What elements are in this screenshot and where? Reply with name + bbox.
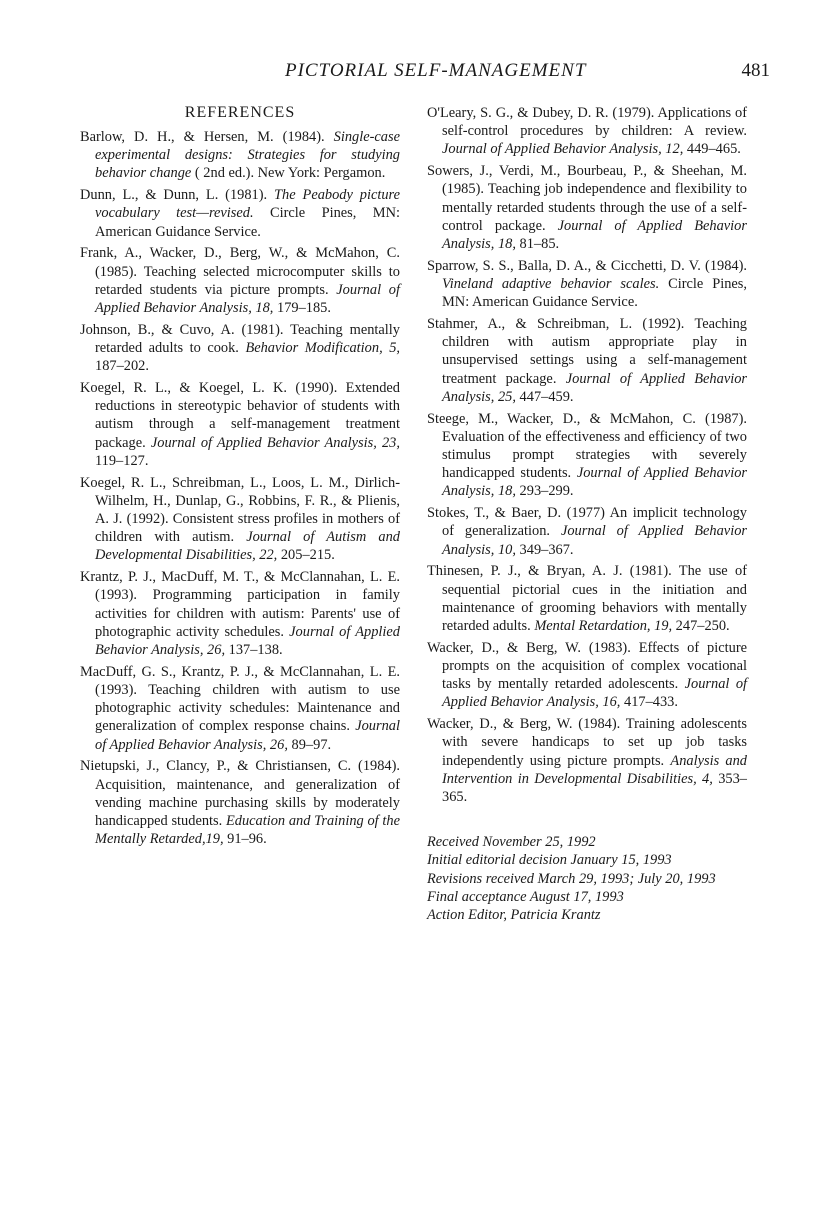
reference-pages: 81–85. [515, 236, 560, 253]
reference-text: Thinesen, P. J., & Bryan, A. J. (1981). The use of sequential pictorial cues in the initiation and maintenance of grooming behaviors with mentally retarded adults. [427, 563, 747, 635]
history-action-editor: Action Editor, Patricia Krantz [427, 907, 601, 924]
reference-text: Nietupski, J., Clancy, P., & Christiansen, C. (1984). Acquisition, maintenance, and generalization of vending machine purchasing skills by moderately handicapped students. [80, 758, 400, 830]
reference-text: Barlow, D. H., & Hersen, M. (1984). [80, 129, 334, 145]
reference-text: Sparrow, S. S., Balla, D. A., & Cicchetti, D. V. (1984). [427, 257, 747, 274]
manuscript-history [427, 833, 747, 924]
reference-source: Journal of Applied Behavior Analysis, 26, [95, 623, 400, 659]
history-initial-decision: Initial editorial decision January 15, 1993 [427, 852, 672, 869]
reference-text: Sowers, J., Verdi, M., Bourbeau, P., & Sheehan, M. (1985). Teaching job independence and flexibility to mentally retarded students through the use of a self-control package. [427, 163, 747, 234]
reference-source: Mental Retardation, 19, [534, 618, 673, 635]
reference-entry [427, 639, 747, 712]
reference-source: Journal of Applied Behavior Analysis, 23, [150, 434, 400, 451]
reference-entry [80, 568, 400, 659]
reference-text: Koegel, R. L., Schreibman, L., Loos, L. M., Dirlich-Wilhelm, H., Dunlap, G., Robbins, F. R., & Plienis, A. J. (1992). Consistent stress profiles in mothers of children with autism. [80, 474, 400, 546]
reference-entry [427, 104, 747, 159]
history-final-acceptance: Final acceptance August 17, 1993 [427, 888, 624, 905]
reference-pages: 247–250. [672, 618, 730, 635]
reference-pages: 293–299. [515, 483, 574, 500]
reference-source: Behavior Modification, 5, [245, 340, 400, 357]
reference-pages: 353–365. [442, 770, 747, 806]
running-head-title: PICTORIAL SELF-MANAGEMENT [285, 60, 587, 81]
reference-entry [427, 315, 747, 406]
reference-entry [427, 504, 747, 559]
reference-source: Education and Training of the Mentally Retarded,19, [95, 813, 400, 848]
reference-entry [80, 379, 400, 470]
reference-entry [80, 186, 400, 241]
reference-source: Journal of Applied Behavior Analysis, 18, [442, 217, 747, 253]
reference-pages: 137–138. [225, 642, 283, 659]
reference-source: Single-case experimental designs: Strategies for studying behavior change [95, 129, 400, 182]
reference-entry [80, 244, 400, 317]
references-heading: REFERENCES [184, 104, 296, 121]
reference-entry [80, 321, 400, 376]
reference-source: Analysis and Intervention in Developmental Disabilities, 4, [442, 752, 747, 787]
reference-source: Journal of Applied Behavior Analysis, 16, [442, 676, 748, 711]
reference-text: Stokes, T., & Baer, D. (1977) An implicit technology of generalization. [427, 505, 747, 540]
reference-source: The Peabody picture vocabulary test—revised. [95, 187, 400, 222]
reference-pages: 417–433. [620, 694, 678, 711]
reference-pages: 89–97. [287, 736, 332, 753]
reference-text: Krantz, P. J., MacDuff, M. T., & McClannahan, L. E. (1993). Programming participation in family activities for children with autism: Parents' use of photographic activity schedules. [80, 569, 400, 640]
reference-text: Johnson, B., & Cuvo, A. (1981). Teaching mentally retarded adults to cook. [80, 321, 400, 357]
reference-entry [427, 715, 747, 806]
reference-text: Dunn, L., & Dunn, L. (1981). [80, 187, 275, 204]
reference-pages: ( 2nd ed.). New York: Pergamon. [191, 165, 386, 182]
reference-pages: 179–185. [273, 300, 331, 317]
reference-entry [80, 474, 400, 565]
history-revisions: Revisions received March 29, 1993; July 20, 1993 [427, 870, 716, 887]
reference-text: Steege, M., Wacker, D., & McMahon, C. (1987). Evaluation of the effectiveness and efficiency of two stimulus prompt strategies with severely handicapped students. [427, 410, 747, 482]
reference-pages: Circle Pines, MN: American Guidance Service. [442, 276, 748, 311]
reference-source: Journal of Applied Behavior Analysis, 18, [95, 281, 400, 317]
reference-entry [80, 128, 400, 183]
reference-source: Journal of Applied Behavior Analysis, 12, [442, 141, 684, 158]
reference-text: Wacker, D., & Berg, W. (1984). Training adolescents with severe handicaps to set up job tasks independently using picture prompts. [427, 716, 747, 769]
reference-source: Vineland adaptive behavior scales. [442, 276, 660, 293]
reference-pages: 349–367. [515, 541, 574, 558]
reference-entry [427, 562, 747, 635]
reference-pages: 187–202. [95, 358, 149, 375]
reference-entry [80, 663, 400, 754]
reference-entry [427, 410, 747, 501]
reference-source: Journal of Applied Behavior Analysis, 18, [442, 465, 747, 500]
reference-entry [80, 757, 400, 848]
reference-pages: 447–459. [515, 388, 574, 405]
reference-text: MacDuff, G. S., Krantz, P. J., & McClannahan, L. E. (1993). Teaching children with autism to use photographic activity schedules: Maintenance and generalization of complex response chains. [80, 663, 400, 735]
reference-source: Journal of Applied Behavior Analysis, 25, [442, 370, 747, 405]
page-number: 481 [741, 60, 770, 81]
reference-pages: 91–96. [223, 831, 267, 848]
reference-pages: 119–127. [95, 452, 149, 469]
reference-pages: 205–215. [277, 547, 335, 564]
history-received: Received November 25, 1992 [427, 834, 596, 851]
reference-source: Journal of Applied Behavior Analysis, 10, [442, 523, 747, 558]
reference-pages: Circle Pines, MN: American Guidance Service. [95, 205, 400, 240]
reference-entry [427, 257, 747, 312]
reference-entry [427, 162, 747, 253]
reference-text: Frank, A., Wacker, D., Berg, W., & McMahon, C. (1985). Teaching selected microcomputer skills to retarded students via picture prompts. [80, 245, 400, 298]
reference-source: Journal of Autism and Developmental Disabilities, 22, [95, 529, 400, 564]
reference-text: Koegel, R. L., & Koegel, L. K. (1990). Extended reductions in stereotypic behavior of students with autism through a self-management treatment package. [80, 380, 400, 451]
reference-pages: 449–465. [683, 141, 741, 158]
reference-text: O'Leary, S. G., & Dubey, D. R. (1979). Applications of self-control procedures by children: A review. [427, 105, 747, 140]
reference-text: Wacker, D., & Berg, W. (1983). Effects of picture prompts on the acquisition of complex vocational tasks by mentally retarded adolescents. [427, 639, 747, 693]
reference-text: Stahmer, A., & Schreibman, L. (1992). Teaching children with autism appropriate play in unsupervised settings using a self-management treatment package. [427, 316, 747, 387]
references-right-column [427, 104, 747, 924]
references-left-column [80, 104, 400, 852]
reference-source: Journal of Applied Behavior Analysis, 26, [95, 718, 400, 753]
